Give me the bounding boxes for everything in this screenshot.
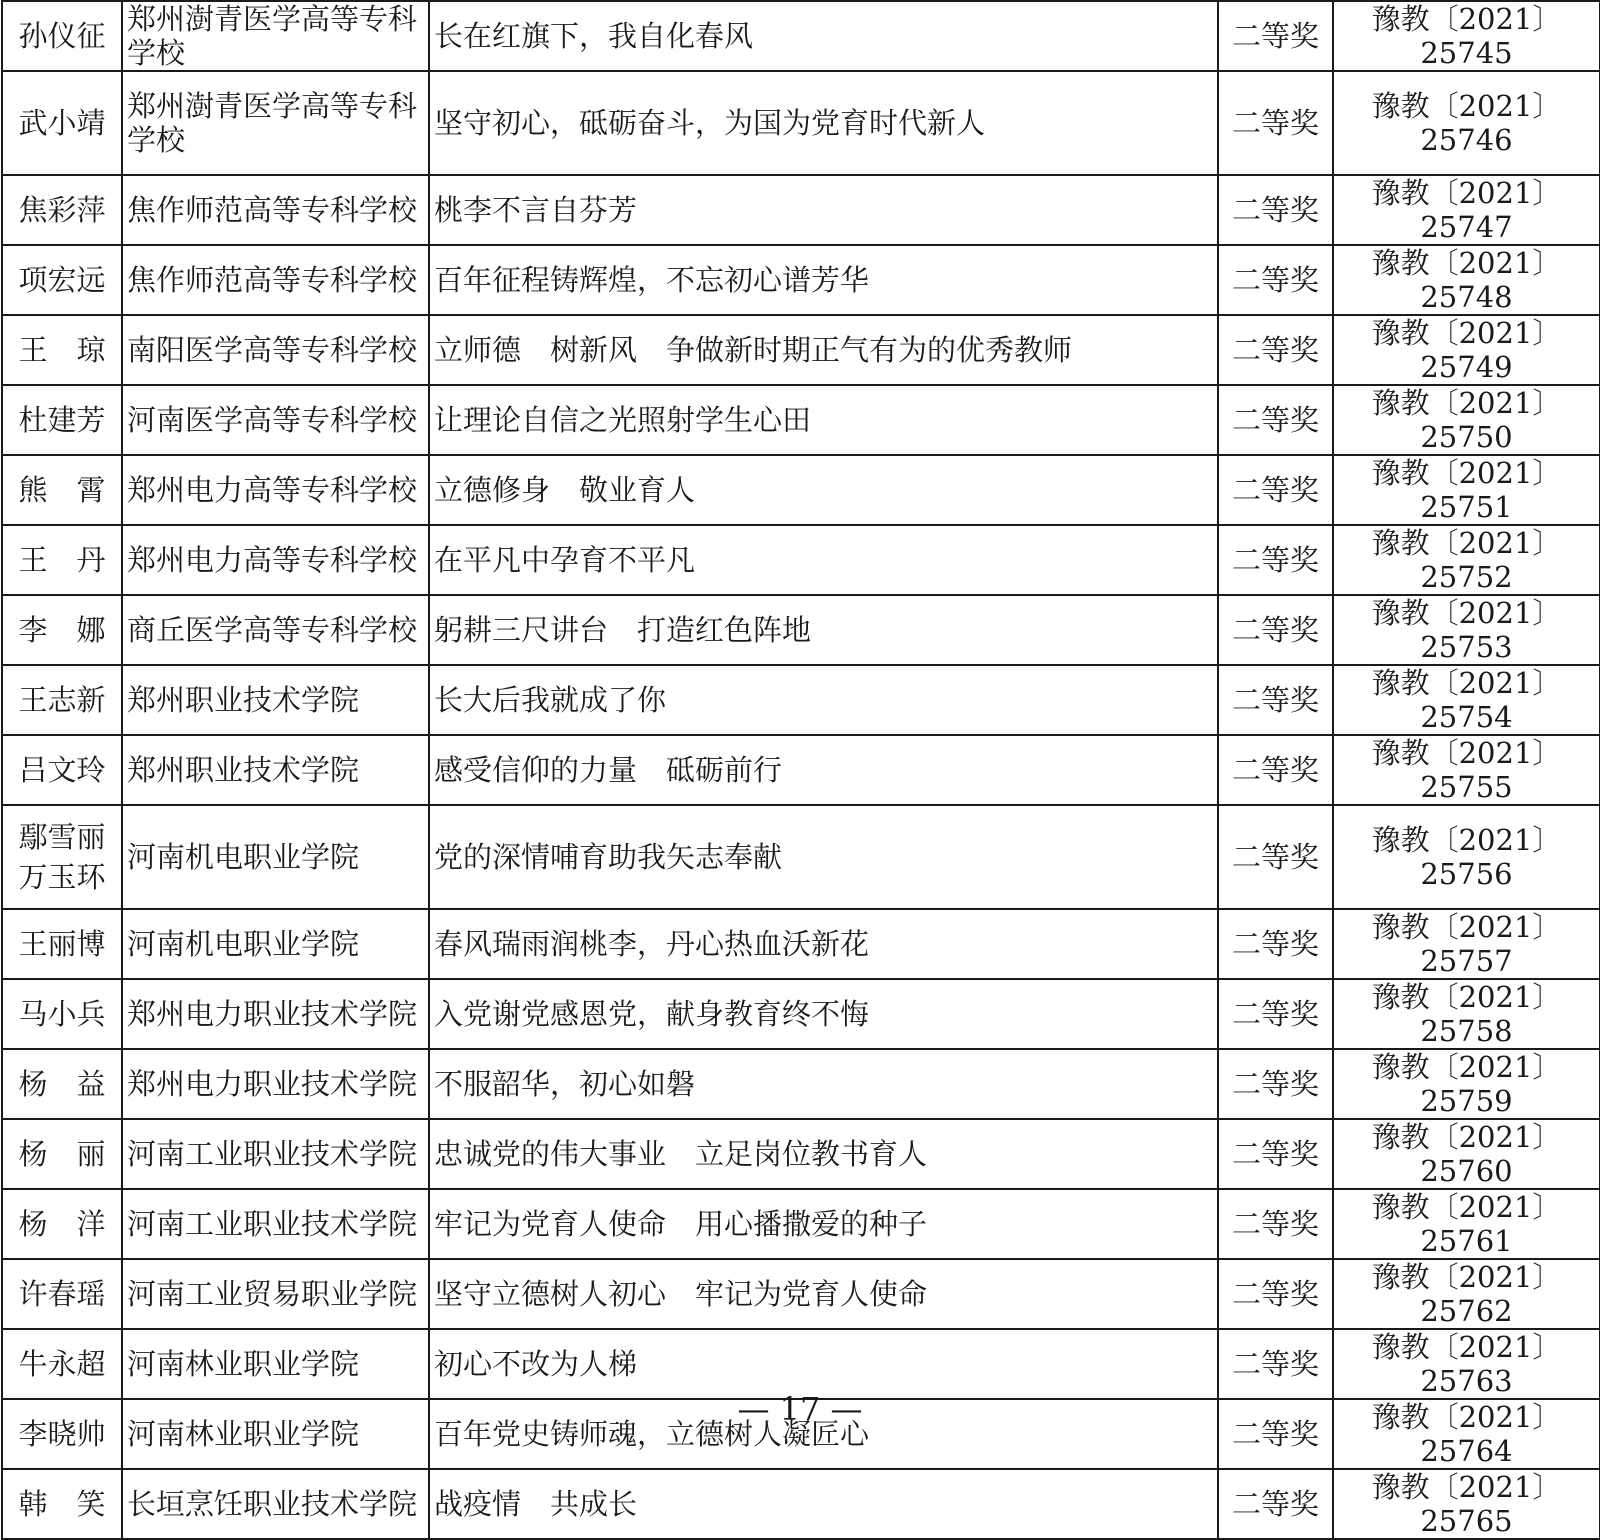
certificate-number-cell: 豫教〔2021〕25753 [1333,595,1600,665]
table-row [2,805,1600,909]
certificate-number-cell: 豫教〔2021〕25746 [1333,71,1600,175]
school-cell: 焦作师范高等专科学校 [122,175,429,245]
title-cell: 坚守初心，砥砺奋斗，为国为党育时代新人 [429,71,1218,175]
school-cell: 郑州电力职业技术学院 [122,1049,429,1119]
school-cell: 河南工业职业技术学院 [122,1189,429,1259]
school-cell: 河南工业职业技术学院 [122,1119,429,1189]
award-cell: 二等奖 [1218,1329,1333,1399]
award-cell: 二等奖 [1218,1469,1333,1539]
name-cell: 杨 洋 [2,1189,122,1259]
table-row [2,909,1600,979]
table-row [2,665,1600,735]
award-cell: 二等奖 [1218,1119,1333,1189]
title-cell: 战疫情 共成长 [429,1469,1218,1539]
title-cell: 入党谢党感恩党，献身教育终不悔 [429,979,1218,1049]
name-cell: 韩 笑 [2,1469,122,1539]
table-row [2,735,1600,805]
table-row [2,525,1600,595]
table-row [2,385,1600,455]
table-row [2,595,1600,665]
certificate-number-cell: 豫教〔2021〕25748 [1333,245,1600,315]
certificate-number-cell: 豫教〔2021〕25750 [1333,385,1600,455]
title-cell: 感受信仰的力量 砥砺前行 [429,735,1218,805]
title-cell: 不服韶华，初心如磐 [429,1049,1218,1119]
award-cell: 二等奖 [1218,455,1333,525]
name-cell: 吕文玲 [2,735,122,805]
certificate-number-cell: 豫教〔2021〕25752 [1333,525,1600,595]
award-cell: 二等奖 [1218,525,1333,595]
name-line: 鄢雪丽 [18,820,106,854]
title-cell: 牢记为党育人使命 用心播撒爱的种子 [429,1189,1218,1259]
award-cell: 二等奖 [1218,71,1333,175]
certificate-number-cell: 豫教〔2021〕25761 [1333,1189,1600,1259]
table-row [2,245,1600,315]
school-cell: 河南机电职业学院 [122,909,429,979]
title-cell: 立德修身 敬业育人 [429,455,1218,525]
school-cell: 郑州电力高等专科学校 [122,455,429,525]
name-cell: 许春瑶 [2,1259,122,1329]
table-row [2,455,1600,525]
name-cell: 王志新 [2,665,122,735]
title-cell: 春风瑞雨润桃李，丹心热血沃新花 [429,909,1218,979]
name-cell: 项宏远 [2,245,122,315]
name-cell: 李晓帅 [2,1399,122,1469]
name-cell: 杨 丽 [2,1119,122,1189]
certificate-number-cell: 豫教〔2021〕25760 [1333,1119,1600,1189]
certificate-number-cell: 豫教〔2021〕25759 [1333,1049,1600,1119]
title-cell: 长大后我就成了你 [429,665,1218,735]
school-cell: 河南林业职业学院 [122,1329,429,1399]
certificate-number-cell: 豫教〔2021〕25747 [1333,175,1600,245]
school-cell: 河南林业职业学院 [122,1399,429,1469]
name-cell: 焦彩萍 [2,175,122,245]
school-cell: 郑州电力高等专科学校 [122,525,429,595]
award-cell: 二等奖 [1218,1259,1333,1329]
award-cell: 二等奖 [1218,735,1333,805]
name-cell [2,805,122,909]
award-cell: 二等奖 [1218,1,1333,71]
award-cell: 二等奖 [1218,805,1333,909]
name-line: 万玉环 [18,860,106,894]
title-cell: 桃李不言自芬芳 [429,175,1218,245]
award-cell: 二等奖 [1218,909,1333,979]
school-cell: 商丘医学高等专科学校 [122,595,429,665]
school-cell: 郑州职业技术学院 [122,665,429,735]
title-cell: 在平凡中孕育不平凡 [429,525,1218,595]
certificate-number-cell: 豫教〔2021〕25755 [1333,735,1600,805]
award-cell: 二等奖 [1218,1399,1333,1469]
title-cell: 让理论自信之光照射学生心田 [429,385,1218,455]
title-cell: 立师德 树新风 争做新时期正气有为的优秀教师 [429,315,1218,385]
table-row [2,1119,1600,1189]
school-cell: 南阳医学高等专科学校 [122,315,429,385]
name-cell: 李 娜 [2,595,122,665]
awards-table [1,0,1600,1540]
certificate-number-cell: 豫教〔2021〕25757 [1333,909,1600,979]
school-cell: 焦作师范高等专科学校 [122,245,429,315]
award-cell: 二等奖 [1218,245,1333,315]
name-cell: 王丽博 [2,909,122,979]
name-cell: 王 丹 [2,525,122,595]
name-cell: 王 琼 [2,315,122,385]
name-cell: 武小靖 [2,71,122,175]
award-cell: 二等奖 [1218,1189,1333,1259]
name-cell: 杨 益 [2,1049,122,1119]
page-number: — 17 — [737,1390,863,1428]
certificate-number-cell: 豫教〔2021〕25762 [1333,1259,1600,1329]
name-cell: 杜建芳 [2,385,122,455]
certificate-number-cell: 豫教〔2021〕25751 [1333,455,1600,525]
table-row [2,175,1600,245]
table-row [2,1259,1600,1329]
name-cell: 牛永超 [2,1329,122,1399]
award-cell: 二等奖 [1218,175,1333,245]
title-cell: 党的深情哺育助我矢志奉献 [429,805,1218,909]
certificate-number-cell: 豫教〔2021〕25754 [1333,665,1600,735]
school-cell: 郑州澍青医学高等专科学校 [122,71,429,175]
award-cell: 二等奖 [1218,315,1333,385]
title-cell: 忠诚党的伟大事业 立足岗位教书育人 [429,1119,1218,1189]
certificate-number-cell: 豫教〔2021〕25756 [1333,805,1600,909]
table-row [2,71,1600,175]
table-row [2,979,1600,1049]
certificate-number-cell: 豫教〔2021〕25758 [1333,979,1600,1049]
certificate-number-cell: 豫教〔2021〕25745 [1333,1,1600,71]
school-cell: 河南机电职业学院 [122,805,429,909]
title-cell: 百年征程铸辉煌，不忘初心谱芳华 [429,245,1218,315]
table-row [2,1189,1600,1259]
award-cell: 二等奖 [1218,665,1333,735]
school-cell: 长垣烹饪职业技术学院 [122,1469,429,1539]
school-cell: 郑州职业技术学院 [122,735,429,805]
school-cell: 河南工业贸易职业学院 [122,1259,429,1329]
table-row [2,1329,1600,1399]
title-cell: 坚守立德树人初心 牢记为党育人使命 [429,1259,1218,1329]
name-cell: 熊 霄 [2,455,122,525]
award-cell: 二等奖 [1218,979,1333,1049]
certificate-number-cell: 豫教〔2021〕25764 [1333,1399,1600,1469]
title-cell: 百年党史铸师魂，立德树人凝匠心 [429,1399,1218,1469]
school-cell: 郑州电力职业技术学院 [122,979,429,1049]
name-cell: 孙仪征 [2,1,122,71]
award-cell: 二等奖 [1218,385,1333,455]
table-row [2,1,1600,71]
name-cell: 马小兵 [2,979,122,1049]
certificate-number-cell: 豫教〔2021〕25765 [1333,1469,1600,1539]
school-cell: 河南医学高等专科学校 [122,385,429,455]
title-cell: 躬耕三尺讲台 打造红色阵地 [429,595,1218,665]
school-cell: 郑州澍青医学高等专科学校 [122,1,429,71]
title-cell: 长在红旗下，我自化春风 [429,1,1218,71]
certificate-number-cell: 豫教〔2021〕25749 [1333,315,1600,385]
title-cell: 初心不改为人梯 [429,1329,1218,1399]
award-cell: 二等奖 [1218,1049,1333,1119]
table-row [2,1049,1600,1119]
certificate-number-cell: 豫教〔2021〕25763 [1333,1329,1600,1399]
table-row [2,315,1600,385]
table-row [2,1469,1600,1539]
award-cell: 二等奖 [1218,595,1333,665]
